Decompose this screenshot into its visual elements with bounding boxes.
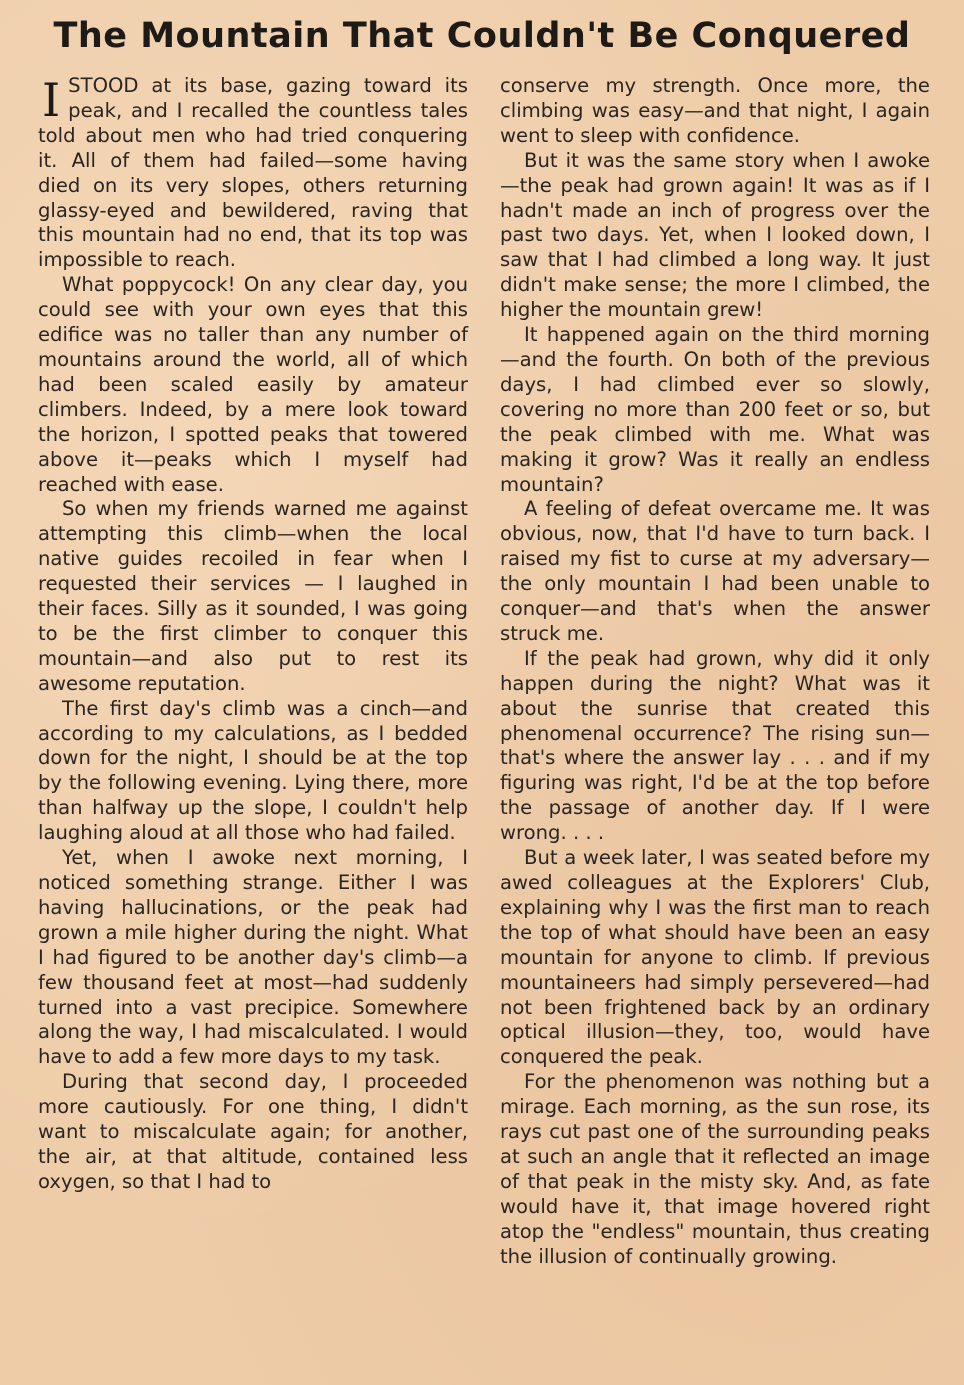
paragraph: A feeling of defeat overcame me. It was obvious, now, that I'd have to turn back. I raised my fist to curse at my adversary—the only mountain I had been unable to conquer—and that's when the answer struck me. (500, 497, 930, 645)
paragraph: But it was the same story when I awoke—the peak had grown again! It was as if I hadn't made an inch of progress over the past two days. Yet, when I looked down, I saw that I had climbed a long way. It just didn't make sense; the more I climbed, the higher the mountain grew! (500, 148, 930, 322)
right-column (500, 74, 930, 1270)
paragraph: The first day's climb was a cinch—and according to my calculations, as I bedded down for the night, I should be at the top by the following evening. Lying there, more than halfway up the slope, I couldn't help laughing aloud at all those who had failed. (38, 696, 468, 845)
paragraph: Yet, when I awoke next morning, I noticed something strange. Either I was having hallucinations, or the peak had grown a mile higher during the night. What I had figured to be another day's climb—a few thousand feet at most—had suddenly turned into a vast precipice. Somewhere along the way, I had miscalculated. I would have to add a few more days to my task. (38, 846, 468, 1069)
story-title: The Mountain That Couldn't Be Conquered (53, 16, 911, 56)
left-column (38, 74, 468, 1195)
paragraph: It happened again on the third morning—and the fourth. On both of the previous days, I had climbed ever so slowly, covering no more than 200 feet or so, but the peak climbed with me. What was making it grow? Was it really an endless mountain? (500, 323, 930, 496)
paragraph: conserve my strength. Once more, the climbing was easy—and that night, I again went to sleep with confidence. (500, 74, 930, 147)
paragraph: For the phenomenon was nothing but a mirage. Each morning, as the sun rose, its rays cut past one of the surrounding peaks at such an angle that it reflected an image of that peak in the misty sky. And, as fate would have it, that image hovered right atop the "endless" mountain, thus creating the illusion of continually growing. (500, 1070, 930, 1268)
paragraph: So when my friends warned me against attempting this climb—when the local native guides recoiled in fear when I requested their services — I laughed in their faces. Silly as it sounded, I was going to be the first climber to conquer this mountain—and also put to rest its awesome reputation. (38, 497, 468, 695)
paragraph-text: STOOD at its base, gazing toward its peak, and I recalled the countless tales told about men who had tried conquering it. All of them had failed—some having died on its very slopes, others returning glassy-eyed and bewildered, raving that this mountain had no end, that its top was impossible to reach. (38, 74, 468, 272)
paragraph: What poppycock! On any clear day, you could see with your own eyes that this edifice was no taller than any number of mountains around the world, all of which had been scaled easily by amateur climbers. Indeed, by a mere look toward the horizon, I spotted peaks that towered above it—peaks which I myself had reached with ease. (38, 273, 468, 496)
drop-cap: I (42, 73, 61, 127)
paragraph: If the peak had grown, why did it only happen during the night? What was it about the sunrise that created this phenomenal occurrence? The rising sun—that's where the answer lay . . . and if my figuring was right, I'd be at the top before the passage of another day. If I were wrong. . . . (500, 646, 930, 845)
paragraph: But a week later, I was seated before my awed colleagues at the Explorers' Club, explaining why I was the first man to reach the top of what should have been an easy mountain for anyone to climb. If previous mountaineers had simply persevered—had not been frightened back by an ordinary optical illusion—they, too, would have conquered the peak. (500, 846, 930, 1069)
paragraph (38, 74, 468, 273)
paragraph: During that second day, I proceeded more cautiously. For one thing, I didn't want to miscalculate again; for another, the air, at that altitude, contained less oxygen, so that I had to (38, 1070, 468, 1193)
